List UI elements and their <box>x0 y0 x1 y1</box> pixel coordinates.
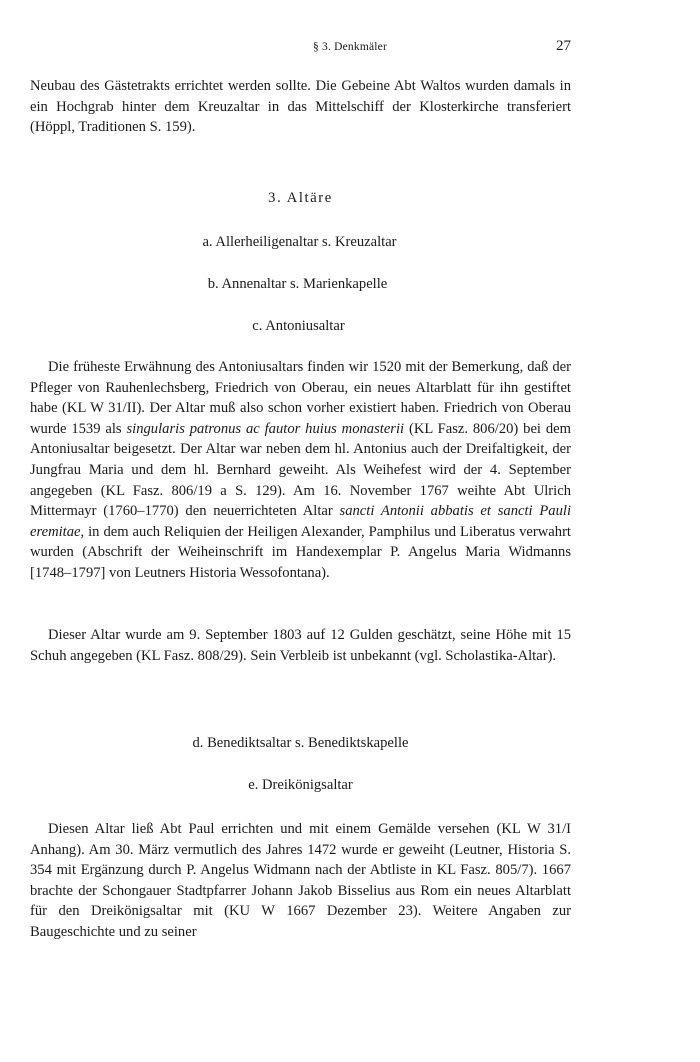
subheading-d <box>30 733 571 753</box>
subheading-c-text: c. Antoniusaltar <box>252 318 345 334</box>
subheading-e-text: e. Dreikönigsaltar <box>248 777 353 793</box>
section-heading-altaere: 3. Altäre <box>268 190 333 206</box>
subheading-b <box>30 274 571 294</box>
p-c1-part1: Die früheste Erwähnung des Antoniusaltars finden wir 1520 mit der Bemerkung, daß der Pfleger von Rauhenlechsberg, Friedrich von Oberau, ein neues Altarblatt für ihn gestiftet habe (KL W 31/II). Der Altar muß also schon vorher existiert haben. Friedrich von Oberau wurde 1539 als <box>30 359 571 437</box>
page-header <box>0 38 700 58</box>
page-number: 27 <box>556 38 571 54</box>
subheading-d-text: d. Benediktsaltar s. Benediktskapelle <box>192 735 409 751</box>
p-c1-italic2: sancti Antonii abbatis et sancti Pauli eremitae <box>30 503 572 540</box>
subheading-a <box>30 232 571 252</box>
paragraph-antoniusaltar-1 <box>30 357 571 584</box>
running-head: § 3. Denkmäler <box>312 41 387 53</box>
subheading-a-text: a. Allerheiligenaltar s. Kreuzaltar <box>202 234 397 250</box>
p-c1-italic1: singularis patronus ac fautor huius monasterii <box>126 420 405 437</box>
paragraph-intro: Neubau des Gästetrakts errichtet werden sollte. Die Gebeine Abt Waltos wurden damals in ein Hochgrab hinter dem Kreuzaltar in das Mittelschiff der Klosterkirche transferiert (Höppl, Traditionen S. 159). <box>30 78 571 136</box>
paragraph-antoniusaltar-2: Dieser Altar wurde am 9. September 1803 auf 12 Gulden geschätzt, seine Höhe mit 15 Schuh angegeben (KL Fasz. 808/29). Sein Verbleib ist unbekannt (vgl. Scholastika-Altar). <box>30 627 571 664</box>
subheading-b-text: b. Annenaltar s. Marienkapelle <box>207 276 388 292</box>
paragraph-dreikoenigsaltar: Diesen Altar ließ Abt Paul errichten und mit einem Gemälde versehen (KL W 31/I Anhang). Am 30. März vermutlich des Jahres 1472 wurde er geweiht (Leutner, Historia S. 354 mit Ergänzung durch P. Angelus Widmann nach der Abtliste in KL Fasz. 805/7). 1667 brachte der Schongauer Stadtpfarrer Johann Jakob Bisselius aus Rom ein neues Altarblatt für den Dreikönigsaltar mit (KU W 1667 Dezember 23). Weitere Angaben zur Baugeschichte und zu seiner <box>30 821 571 940</box>
p-c1-part3: , in dem auch Reliquien der Heiligen Alexander, Pamphilus und Liberatus verwahrt wurden (Abschrift der Weiheinschrift im Handexemplar P. Angelus Maria Widmanns [1748–1797] von Leutners Historia Wessofontana). <box>30 523 571 581</box>
subheading-e <box>30 775 571 795</box>
subheading-c <box>30 316 571 336</box>
p-c1-part2: (KL Fasz. 806/20) bei dem Antoniusaltar beigesetzt. Der Altar war neben dem hl. Antonius auch der Dreifaltigkeit, der Jungfrau Maria und dem hl. Bernhard geweiht. Als Weihefest wird der 4. September angegeben (KL Fasz. 806/19 a S. 129). Am 16. November 1767 weihte Abt Ulrich Mittermayr (1760–1770) den neuerrichteten Altar <box>30 420 571 520</box>
